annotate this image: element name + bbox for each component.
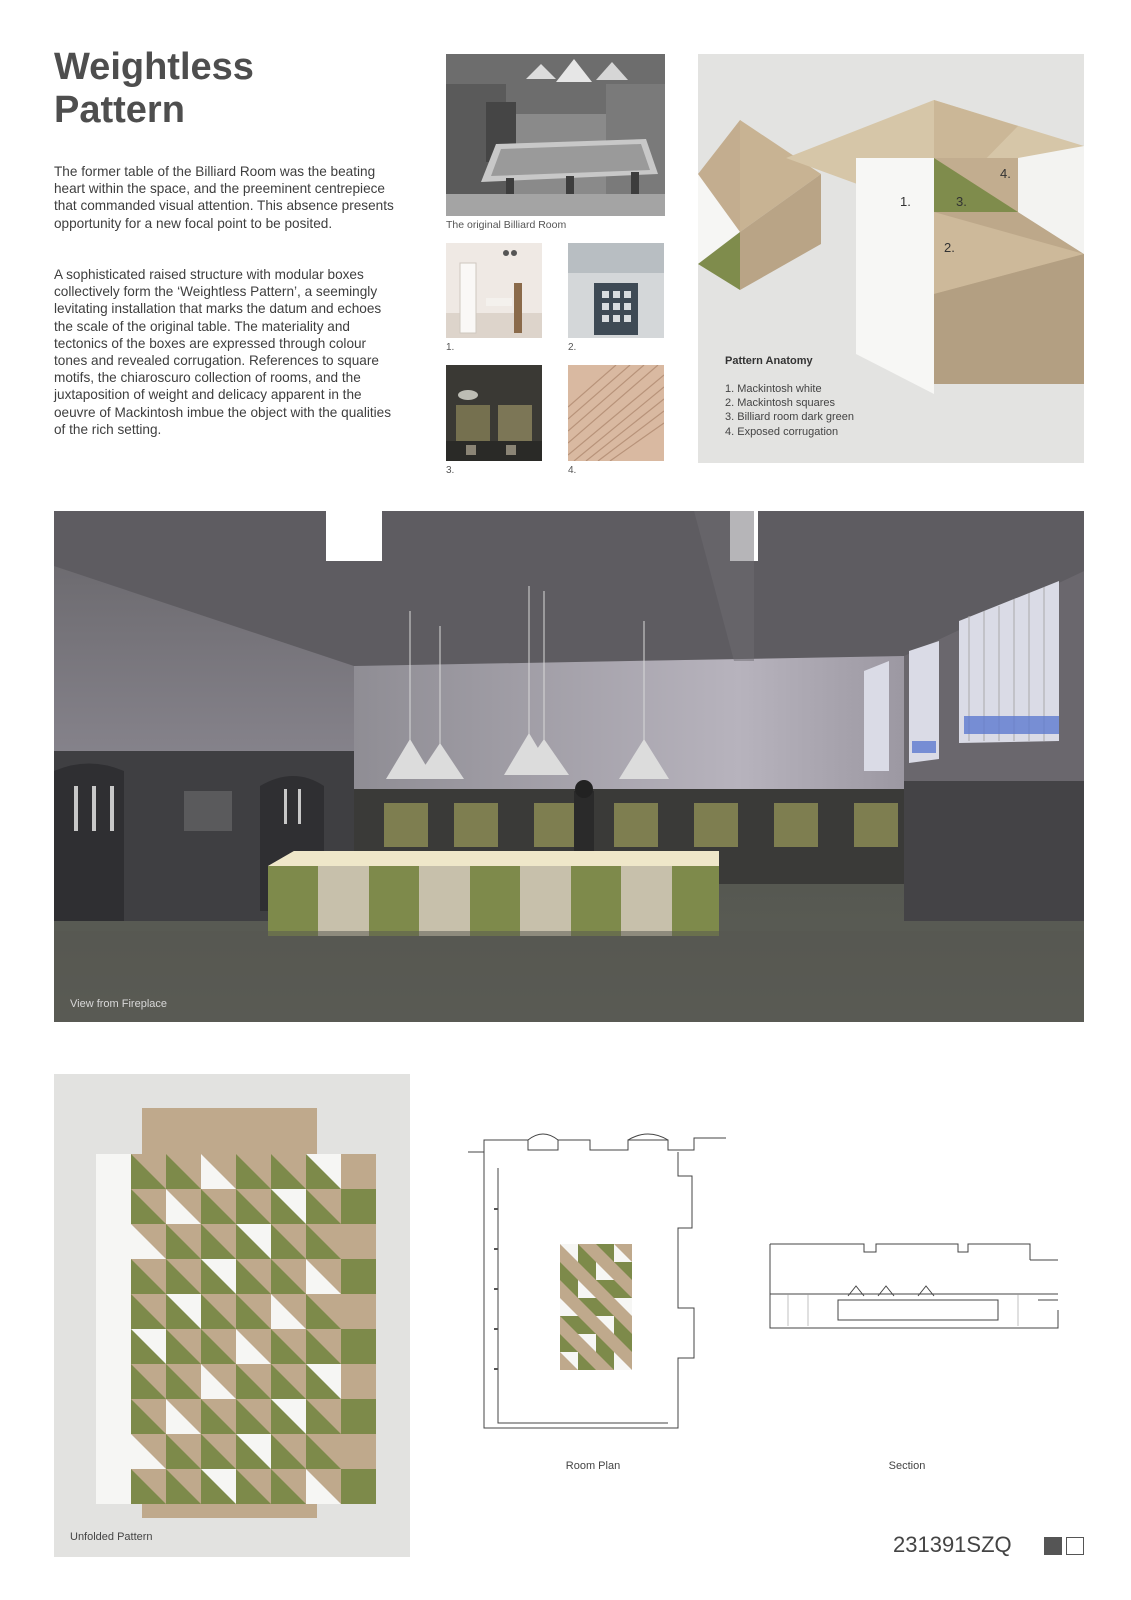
room-plan-label: Room Plan — [565, 1460, 621, 1472]
pattern-tile — [341, 1469, 376, 1504]
anatomy-item: 2. Mackintosh squares — [725, 397, 836, 410]
render-view-from-fireplace — [54, 511, 1084, 1022]
pattern-tile — [341, 1154, 376, 1189]
pattern-tile — [236, 1189, 271, 1224]
pattern-tile — [271, 1469, 306, 1504]
pattern-tile — [131, 1259, 166, 1294]
pattern-tile — [96, 1224, 131, 1259]
pattern-tile — [96, 1364, 131, 1399]
pattern-tile — [306, 1224, 341, 1259]
pattern-tile — [166, 1224, 201, 1259]
pattern-tile — [166, 1189, 201, 1224]
pattern-tile — [131, 1189, 166, 1224]
pattern-tile — [201, 1154, 236, 1189]
reference-photo-mackintosh-squares — [568, 243, 664, 338]
anatomy-item: 1. Mackintosh white — [725, 383, 822, 395]
pattern-tile — [201, 1224, 236, 1259]
pattern-tile — [96, 1259, 131, 1294]
pattern-tile — [271, 1154, 306, 1189]
pattern-tile — [271, 1294, 306, 1329]
pattern-tile — [131, 1469, 166, 1504]
thumb-label-4: 4. — [568, 465, 577, 476]
pattern-tile — [271, 1399, 306, 1434]
pattern-tile — [306, 1469, 341, 1504]
pattern-tile — [166, 1364, 201, 1399]
pattern-tile — [96, 1294, 131, 1329]
section-drawing — [768, 1236, 1068, 1336]
pattern-tile — [201, 1364, 236, 1399]
pattern-tile — [131, 1434, 166, 1469]
pattern-tile — [271, 1329, 306, 1364]
anatomy-diagram-label-2: 2. — [944, 240, 955, 255]
pattern-tile — [236, 1294, 271, 1329]
title-line-1: Weightless — [54, 46, 254, 88]
pattern-tile — [131, 1329, 166, 1364]
pattern-tile — [341, 1294, 376, 1329]
title-line-2: Pattern — [54, 89, 185, 131]
thumb-label-2: 2. — [568, 342, 577, 353]
pattern-tile — [306, 1399, 341, 1434]
pattern-tile — [96, 1154, 131, 1189]
pattern-tile — [236, 1224, 271, 1259]
pattern-tile — [166, 1154, 201, 1189]
pattern-tile — [236, 1364, 271, 1399]
pattern-tile — [306, 1154, 341, 1189]
pattern-tile — [166, 1329, 201, 1364]
pattern-tile — [306, 1434, 341, 1469]
pattern-tile — [306, 1329, 341, 1364]
pattern-tile — [236, 1154, 271, 1189]
pattern-tile — [341, 1259, 376, 1294]
pattern-anatomy-panel — [698, 54, 1084, 463]
pattern-tile — [131, 1364, 166, 1399]
pattern-tile — [201, 1434, 236, 1469]
pattern-tile — [306, 1294, 341, 1329]
room-plan-drawing — [468, 1128, 730, 1438]
pattern-tile — [96, 1189, 131, 1224]
intro-paragraph-2: A sophisticated raised structure with modular boxes collectively form the ‘Weightless Pattern’, a seemingly levitating installation that marks the datum and echoes the scale of the original table. The materiality and tectonics of the boxes are expressed through colour tones and revealed corrugation. References to square motifs, the chiaroscuro collection of rooms, and the juxtaposition of weight and delicacy apparent in the oeuvre of Mackintosh imbue the object with the qualities of the rich setting. — [54, 267, 392, 437]
page-marker-empty-square — [1066, 1537, 1084, 1555]
pattern-tile — [271, 1364, 306, 1399]
pattern-tile — [96, 1399, 131, 1434]
pattern-tile — [306, 1364, 341, 1399]
pattern-tile — [131, 1399, 166, 1434]
pattern-tile — [166, 1294, 201, 1329]
pattern-tile — [236, 1434, 271, 1469]
pattern-tile — [271, 1259, 306, 1294]
original-billiard-room-photo — [446, 54, 665, 216]
project-code: 231391SZQ — [893, 1532, 1012, 1557]
anatomy-diagram-label-4: 4. — [1000, 166, 1011, 181]
reference-photo-billiard-green — [446, 365, 542, 461]
anatomy-diagram-label-3: 3. — [956, 194, 967, 209]
pattern-tile — [96, 1434, 131, 1469]
pattern-tile — [236, 1399, 271, 1434]
anatomy-item: 3. Billiard room dark green — [725, 411, 855, 424]
thumb-label-1: 1. — [446, 342, 455, 353]
reference-photo-corrugation — [568, 365, 664, 461]
unfolded-pattern-caption: Unfolded Pattern — [70, 1531, 153, 1543]
pattern-tile — [236, 1259, 271, 1294]
render-caption: View from Fireplace — [70, 998, 167, 1010]
pattern-tile — [341, 1399, 376, 1434]
pattern-tile — [166, 1469, 201, 1504]
pattern-tile — [201, 1469, 236, 1504]
pattern-tile — [271, 1434, 306, 1469]
reference-photo-mackintosh-white — [446, 243, 542, 338]
pattern-anatomy-list — [725, 382, 854, 439]
pattern-tile — [131, 1154, 166, 1189]
pattern-tile — [166, 1259, 201, 1294]
pattern-anatomy-title: Pattern Anatomy — [725, 355, 813, 367]
pattern-tile — [131, 1294, 166, 1329]
pattern-tile — [201, 1329, 236, 1364]
anatomy-item: 4. Exposed corrugation — [725, 425, 839, 438]
pattern-tile — [341, 1189, 376, 1224]
page-title — [54, 46, 354, 132]
pattern-tile — [236, 1469, 271, 1504]
pattern-tile — [166, 1434, 201, 1469]
pattern-tile — [306, 1259, 341, 1294]
intro-paragraph-1: The former table of the Billiard Room was the beating heart within the space, and the preeminent centrepiece that commanded visual attention. This absence presents opportunity for a new focal point to be posited. — [54, 164, 394, 231]
anatomy-diagram-label-1: 1. — [900, 194, 911, 209]
pattern-tile — [341, 1364, 376, 1399]
thumb-label-3: 3. — [446, 465, 455, 476]
pattern-tile — [201, 1294, 236, 1329]
unfolded-pattern-panel — [54, 1074, 410, 1557]
pattern-tile — [306, 1189, 341, 1224]
pattern-tile — [271, 1189, 306, 1224]
original-room-caption: The original Billiard Room — [446, 219, 567, 231]
pattern-tile — [201, 1399, 236, 1434]
pattern-tile — [166, 1399, 201, 1434]
pattern-tile — [236, 1329, 271, 1364]
pattern-tile — [96, 1329, 131, 1364]
pattern-tile — [341, 1224, 376, 1259]
page-marker-filled-square — [1044, 1537, 1062, 1555]
pattern-tile — [341, 1329, 376, 1364]
pattern-tile — [96, 1469, 131, 1504]
pattern-tile — [131, 1224, 166, 1259]
pattern-tile — [341, 1434, 376, 1469]
pattern-tile — [201, 1189, 236, 1224]
pattern-tile — [271, 1224, 306, 1259]
pattern-tile — [201, 1259, 236, 1294]
section-label: Section — [888, 1460, 926, 1472]
